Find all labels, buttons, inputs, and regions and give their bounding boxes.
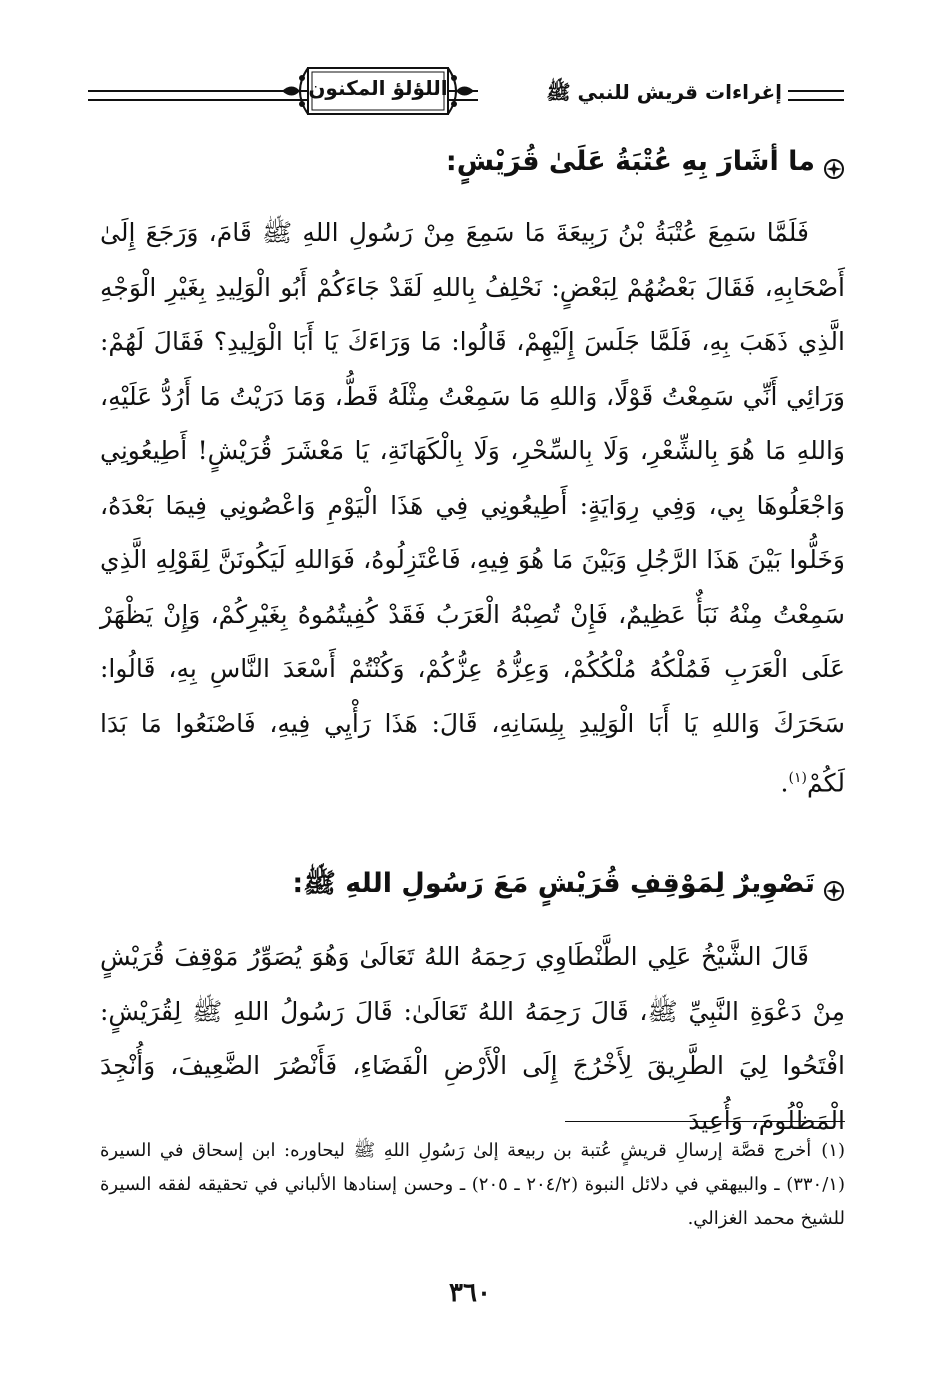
footnote-marker[interactable]: (١) xyxy=(788,770,807,786)
footnote-separator xyxy=(565,1121,845,1122)
page-number: ٣٦٠ xyxy=(449,1278,491,1308)
page-header xyxy=(88,58,844,128)
section-heading xyxy=(100,864,845,904)
paragraph-text: قَالَ الشَّيْخُ عَلِي الطَّنْطَاوِي رَحِمَهُ اللهُ تَعَالَىٰ وَهُوَ يُصَوِّرُ مَوْقِفَ قُرَيْشٍ مِنْ دَعْوَةِ النَّبِيِّ ﷺ، قَالَ رَحِمَهُ اللهُ تَعَالَىٰ: قَالَ رَسُولُ اللهِ ﷺ لِقُرَيْشٍ: افْتَحُوا لِيَ الطَّرِيقَ لِأَخْرُجَ إِلَى الْأَرْضِ الْفَضَاءِ، فَأَنْصُرَ الضَّعِيفَ، وَأُنْجِدَ الْمَظْلُومَ، وَأُعِيدَ xyxy=(100,942,845,1135)
footnote-text: أخرج قصَّة إرسالِ قريشٍ عُتبة بن ربيعة إلىٰ رَسُولِ اللهِ ﷺ ليحاوره: ابن إسحاق في السيرة (٣٣٠/١) ـ والبيهقي في دلائل النبوة (٢٠٤/٢ ـ ٢٠٥) ـ وحسن إسنادها الألباني في تحقيقه لفقه السيرة للشيخ محمد الغزالي. xyxy=(100,1140,845,1229)
footnote-number: (١) xyxy=(821,1140,845,1161)
paragraph: فَلَمَّا سَمِعَ عُتْبَةُ بْنُ رَبِيعَةَ مَا سَمِعَ مِنْ رَسُولِ اللهِ ﷺ قَامَ، وَرَجَعَ إِلَىٰ أَصْحَابِهِ، فَقَالَ بَعْضُهُمْ لِبَعْضٍ: نَحْلِفُ بِاللهِ لَقَدْ جَاءَكُمْ أَبُو الْوَلِيدِ بِغَيْرِ الْوَجْهِ الَّذِي ذَهَبَ بِهِ، فَلَمَّا جَلَسَ إِلَيْهِمْ، قَالُوا: مَا وَرَاءَكَ يَا أَبَا الْوَلِيدِ؟ فَقَالَ لَهُمْ: وَرَائِي أَنِّي سَمِعْتُ قَوْلًا، وَاللهِ مَا سَمِعْتُ مِثْلَهُ قَطُّ، وَمَا دَرَيْتُ مَا أَرُدُّ عَلَيْهِ، وَاللهِ مَا هُوَ بِالشِّعْرِ، وَلَا بِالسِّحْرِ، وَلَا بِالْكَهَانَةِ، يَا مَعْشَرَ قُرَيْشٍ! أَطِيعُونِي وَاجْعَلُوهَا بِي، وَفِي رِوَايَةٍ: أَطِيعُونِي فِي هَذَا الْيَوْمِ وَاعْصُونِي فِيمَا بَعْدَهُ، وَخَلُّوا بَيْنَ هَذَا الرَّجُلِ وَبَيْنَ مَا هُوَ فِيهِ، فَاعْتَزِلُوهُ، فَوَاللهِ لَيَكُونَنَّ لِقَوْلِهِ الَّذِي سَمِعْتُ مِنْهُ نَبَأٌ عَظِيمٌ، فَإِنْ تُصِبْهُ الْعَرَبُ فَقَدْ كُفِيتُمُوهُ بِغَيْرِكُمْ، وَإِنْ يَظْهَرْ عَلَى الْعَرَبِ فَمُلْكُهُ مُلْكُكُمْ، وَعِزُّهُ عِزُّكُمْ، وَكُنْتُمْ أَسْعَدَ النَّاسِ بِهِ، قَالُوا: سَحَرَكَ وَاللهِ يَا أَبَا الْوَلِيدِ بِلِسَانِهِ، قَالَ: هَذَا رَأْيِي فِيهِ، فَاصْنَعُوا مَا بَدَا لَكُمْ$^{(١)}$. xyxy=(100,218,845,798)
footnotes xyxy=(100,1134,845,1236)
section-heading xyxy=(100,142,845,182)
flower-bullet-icon xyxy=(823,152,845,174)
book-title: اللؤلؤ المكنون xyxy=(308,76,448,100)
paragraph-text: فَلَمَّا سَمِعَ عُتْبَةُ بْنُ رَبِيعَةَ مَا سَمِعَ مِنْ رَسُولِ اللهِ ﷺ قَامَ، وَرَجَعَ إِلَىٰ أَصْحَابِهِ، فَقَالَ بَعْضُهُمْ لِبَعْضٍ: نَحْلِفُ بِاللهِ لَقَدْ جَاءَكُمْ أَبُو الْوَلِيدِ بِغَيْرِ الْوَجْهِ الَّذِي ذَهَبَ بِهِ، فَلَمَّا جَلَسَ إِلَيْهِمْ، قَالُوا: مَا وَرَاءَكَ يَا أَبَا الْوَلِيدِ؟ فَقَالَ لَهُمْ: وَرَائِي أَنِّي سَمِعْتُ قَوْلًا، وَاللهِ مَا سَمِعْتُ مِثْلَهُ قَطُّ، وَمَا دَرَيْتُ مَا أَرُدُّ عَلَيْهِ، وَاللهِ مَا هُوَ بِالشِّعْرِ، وَلَا بِالسِّحْرِ، وَلَا بِالْكَهَانَةِ، يَا مَعْشَرَ قُرَيْشٍ! أَطِيعُونِي وَاجْعَلُوهَا بِي، وَفِي رِوَايَةٍ: أَطِيعُونِي فِي هَذَا الْيَوْمِ وَاعْصُونِي فِيمَا بَعْدَهُ، وَخَلُّوا بَيْنَ هَذَا الرَّجُلِ وَبَيْنَ مَا هُوَ فِيهِ، فَاعْتَزِلُوهُ، فَوَاللهِ لَيَكُونَنَّ لِقَوْلِهِ الَّذِي سَمِعْتُ مِنْهُ نَبَأٌ عَظِيمٌ، فَإِنْ تُصِبْهُ الْعَرَبُ فَقَدْ كُفِيتُمُوهُ بِغَيْرِكُمْ، وَإِنْ يَظْهَرْ عَلَى الْعَرَبِ فَمُلْكُهُ مُلْكُكُمْ، وَعِزُّهُ عِزُّكُمْ، وَكُنْتُمْ أَسْعَدَ النَّاسِ بِهِ، قَالُوا: سَحَرَكَ وَاللهِ يَا أَبَا الْوَلِيدِ بِلِسَانِهِ، قَالَ: هَذَا رَأْيِي فِيهِ، فَاصْنَعُوا مَا بَدَا لَكُمْ xyxy=(100,218,845,798)
section-heading-text: ما أشَارَ بِهِ عُتْبَةُ عَلَىٰ قُرَيْشٍ: xyxy=(445,146,815,177)
paragraph xyxy=(100,930,845,1148)
section-body xyxy=(100,206,845,811)
header-rule-right xyxy=(784,90,844,101)
section-heading-text: تَصْوِيرٌ لِمَوْقِفِ قُرَيْشٍ مَعَ رَسُولِ اللهِ ﷺ: xyxy=(292,868,815,899)
book-title-cartouche xyxy=(278,62,478,120)
chapter-title: إغراءات قريش للنبي ﷺ xyxy=(488,80,788,109)
flower-bullet-icon xyxy=(823,874,845,896)
section-body xyxy=(100,930,845,1148)
